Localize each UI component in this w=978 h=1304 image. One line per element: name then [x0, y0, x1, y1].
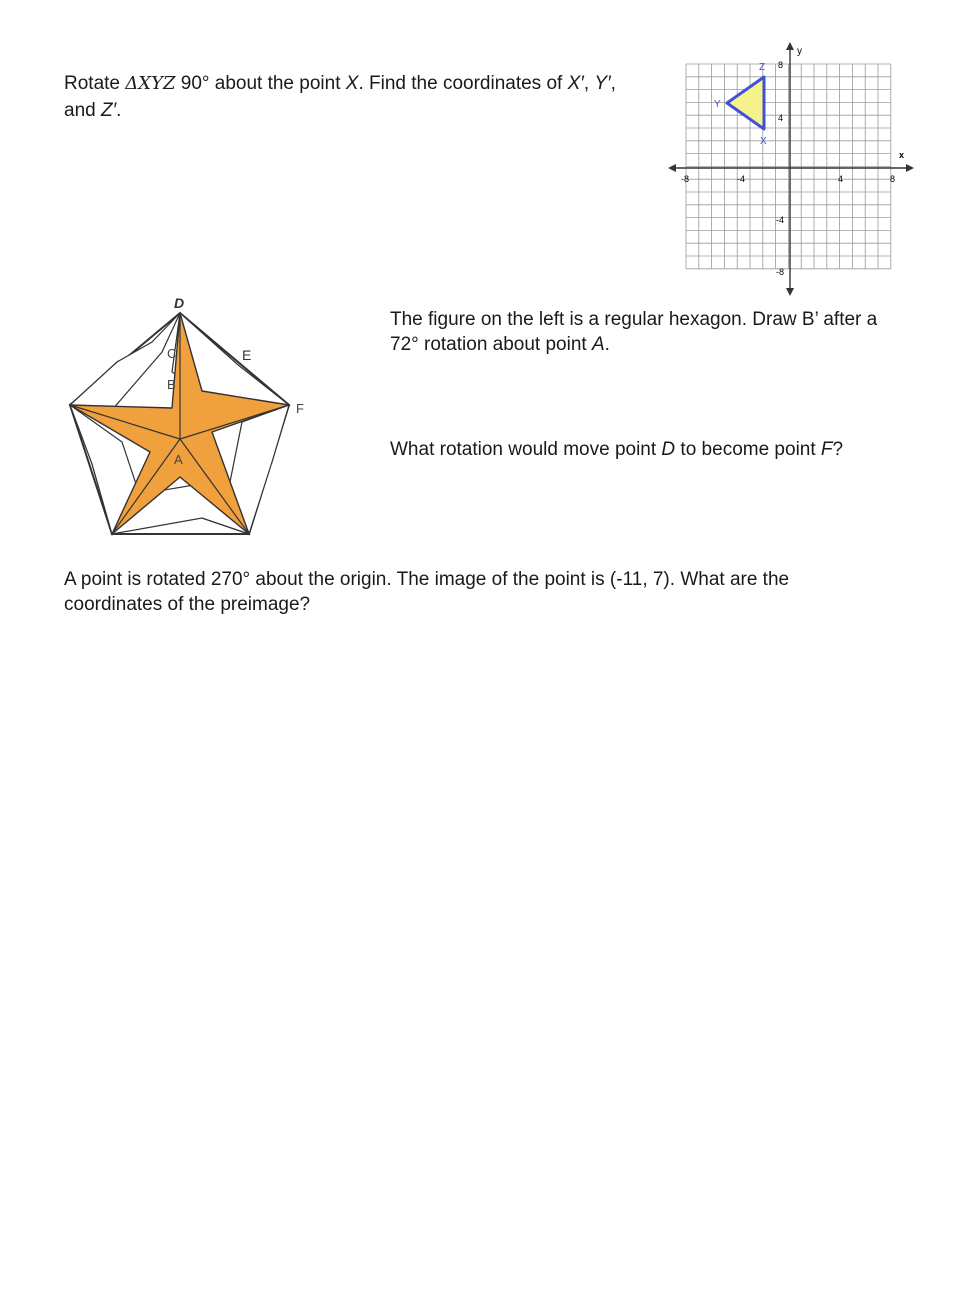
x-axis-left-arrow: [668, 164, 676, 172]
vertex-label-y: Y: [714, 99, 721, 110]
y-tick-label: -8: [776, 267, 785, 277]
label-e: E: [242, 347, 252, 363]
x-tick-label: -4: [737, 174, 746, 184]
label-a: A: [174, 452, 183, 467]
pentagon-diagram: [62, 292, 322, 542]
pentagon-star-figure: [62, 292, 322, 542]
x-axis-label: x: [899, 150, 905, 160]
grid-lines: [686, 64, 891, 269]
y-tick-label: 4: [778, 113, 784, 123]
question-3: What rotation would move point D to become point F?: [390, 439, 844, 460]
coordinate-grid-figure: [666, 40, 916, 300]
question-4: A point is rotated 270° about the origin. The image of the point is (-11, 7). What are the coordinates of the preimage?: [64, 569, 790, 615]
question-2: The figure on the left is a regular hexagon. Draw B’ after a 72° rotation about point A.: [390, 309, 878, 355]
x-tick-label: -8: [681, 174, 690, 184]
label-d: D: [174, 295, 185, 311]
x-tick-label: 8: [890, 174, 896, 184]
y-tick-label: 8: [778, 60, 784, 70]
label-b: B: [167, 377, 176, 392]
coordinate-grid: [666, 40, 916, 300]
y-axis-label: y: [797, 46, 802, 57]
y-axis-up-arrow: [786, 42, 794, 50]
triangle-xyz: [727, 77, 764, 129]
y-axis-down-arrow: [786, 288, 794, 296]
triangle-name: ΔXYZ: [125, 73, 176, 94]
label-c: C: [167, 346, 177, 361]
question-1: Rotate ΔXYZ 90° about the point X. Find the coordinates of X′, Y′, and Z′.: [64, 73, 616, 121]
x-axis-right-arrow: [906, 164, 914, 172]
y-tick-label: -4: [776, 215, 785, 225]
vertex-label-z: Z: [759, 62, 766, 73]
x-tick-label: 4: [838, 174, 844, 184]
vertex-label-x: X: [760, 136, 767, 147]
label-f: F: [296, 401, 304, 416]
